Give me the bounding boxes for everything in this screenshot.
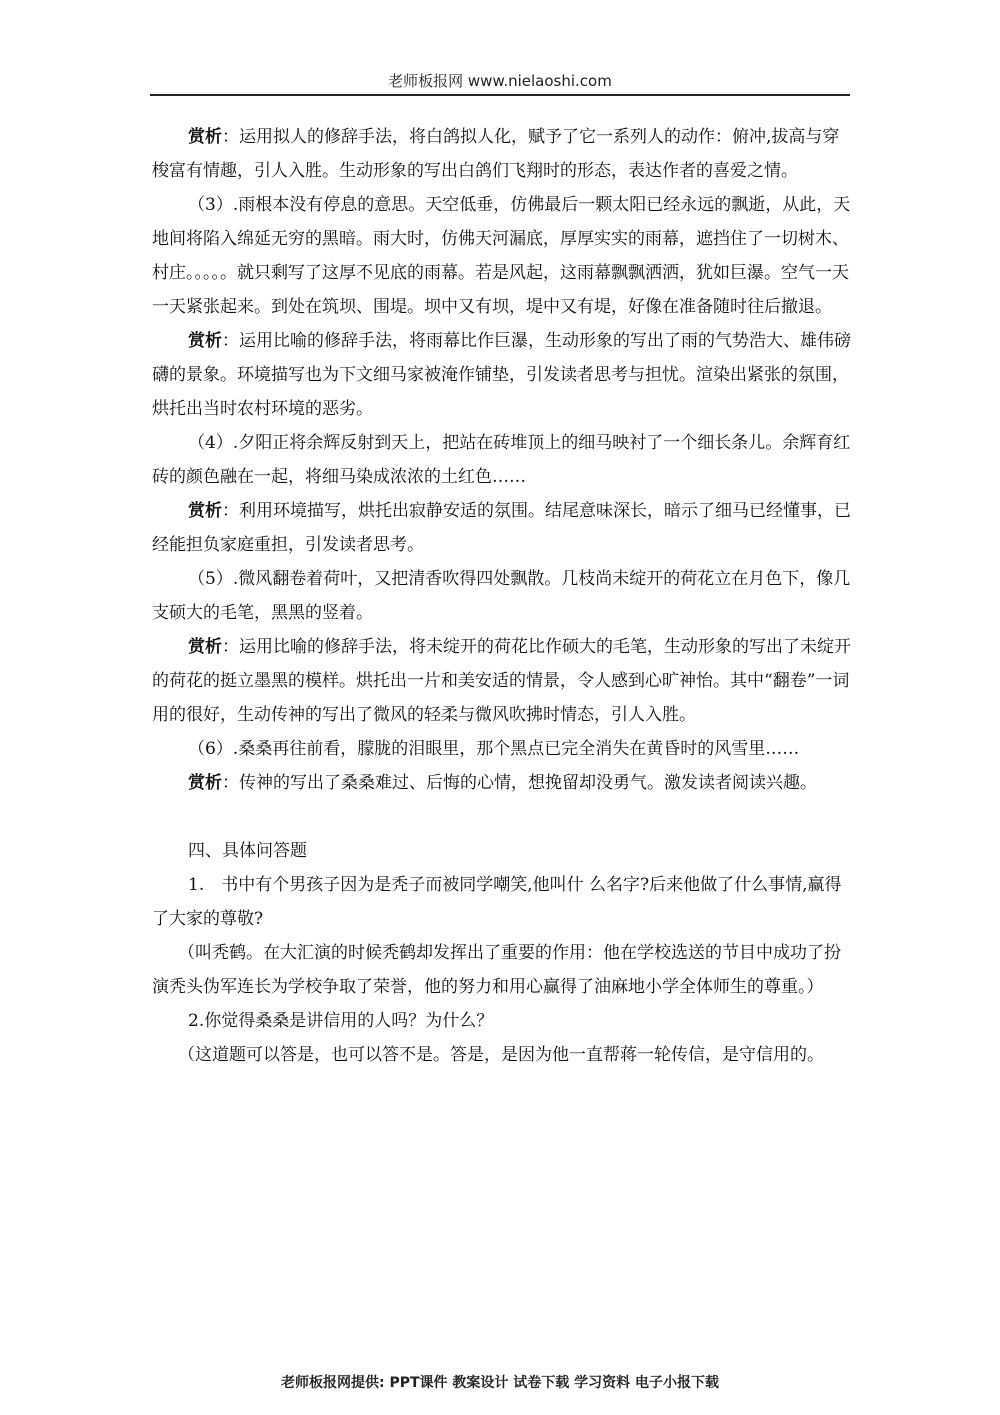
analysis-label: 赏析 [188,637,222,657]
question-1: 1. 书中有个男孩子因为是秃子而被同学嘲笑,他叫什 么名字?后来他做了什么事情,赢得了大家的尊敬? [152,875,842,929]
analysis-paragraph-6 [152,766,852,800]
analysis-text: ：利用环境描写，烘托出寂静安适的氛围。结尾意味深长，暗示了细马已经懂事，已经能担负家庭重担，引发读者思考。 [152,501,851,555]
analysis-text: ：运用比喻的修辞手法，将雨幕比作巨瀑，生动形象的写出了雨的气势浩大、雄伟磅礴的景象。环境描写也为下文细马家被淹作铺垫，引发读者思考与担忧。渲染出紧张的氛围，烘托出当时农村环境的恶劣。 [152,331,851,419]
analysis-text: ：传神的写出了桑桑难过、后悔的心情，想挽留却没勇气。激发读者阅读兴趣。 [222,773,817,793]
answer-1: （叫秃鹤。在大汇演的时候秃鹤却发挥出了重要的作用：他在学校选送的节目中成功了扮演秃头伪军连长为学校争取了荣誉，他的努力和用心赢得了油麻地小学全体师生的尊重。） [152,943,841,997]
analysis-paragraph-3 [152,324,852,426]
quote-paragraph-5: （5）.微风翻卷着荷叶，又把清香吹得四处飘散。几枝尚未绽开的荷花立在月色下，像几支硕大的毛笔，黑黑的竖着。 [152,569,851,623]
analysis-label: 赏析 [188,773,222,793]
analysis-text: ：运用拟人的修辞手法，将白鸽拟人化，赋予了它一系列人的动作：俯冲,拔高与穿梭富有情趣，引人入胜。生动形象的写出白鸽们飞翔时的形态，表达作者的喜爱之情。 [152,127,840,181]
analysis-text: ：运用比喻的修辞手法，将未绽开的荷花比作硕大的毛笔，生动形象的写出了未绽开的荷花的挺立墨黑的模样。烘托出一片和美安适的情景，令人感到心旷神怡。其中“翻卷”一词用的很好，生动传神的写出了微风的轻柔与微风吹拂时情态，引人入胜。 [152,637,851,725]
analysis-label: 赏析 [188,331,222,351]
analysis-label: 赏析 [188,127,222,147]
analysis-paragraph-4 [152,494,852,562]
question-2: 2.你觉得桑桑是讲信用的人吗？为什么？ [188,1011,494,1031]
analysis-paragraph-1 [152,120,852,188]
page-footer: 老师板报网提供: PPT课件 教案设计 试卷下载 学习资料 电子小报下载 [280,1375,720,1391]
document-body [152,120,852,1072]
quote-paragraph-3: （3）.雨根本没有停息的意思。天空低垂，仿佛最后一颗太阳已经永远的飘逝，从此，天地间将陷入绵延无穷的黑暗。雨大时，仿佛天河漏底，厚厚实实的雨幕，遮挡住了一切树木、村庄。。。。。就只剩写了这厚不见底的雨幕。若是风起，这雨幕飘飘洒洒，犹如巨瀑。空气一天一天紧张起来。到处在筑坝、围堤。坝中又有坝，堤中又有堤，好像在准备随时往后撤退。 [152,195,851,317]
quote-paragraph-6: （6）.桑桑再往前看，朦胧的泪眼里，那个黑点已完全消失在黄昏时的风雪里…… [188,739,800,759]
analysis-paragraph-5 [152,630,852,732]
header-divider [150,94,850,96]
page-header: 老师板报网 www.nielaoshi.com [388,72,612,90]
section-title: 四、具体问答题 [188,841,307,861]
answer-2: （这道题可以答是，也可以答不是。答是，是因为他一直帮蒋一轮传信，是守信用的。 [178,1045,824,1065]
quote-paragraph-4: （4）.夕阳正将余辉反射到天上，把站在砖堆顶上的细马映衬了一个细长条儿。余辉育红砖的颜色融在一起，将细马染成浓浓的土红色…… [152,433,851,487]
analysis-label: 赏析 [188,501,222,521]
section-gap [152,800,852,834]
